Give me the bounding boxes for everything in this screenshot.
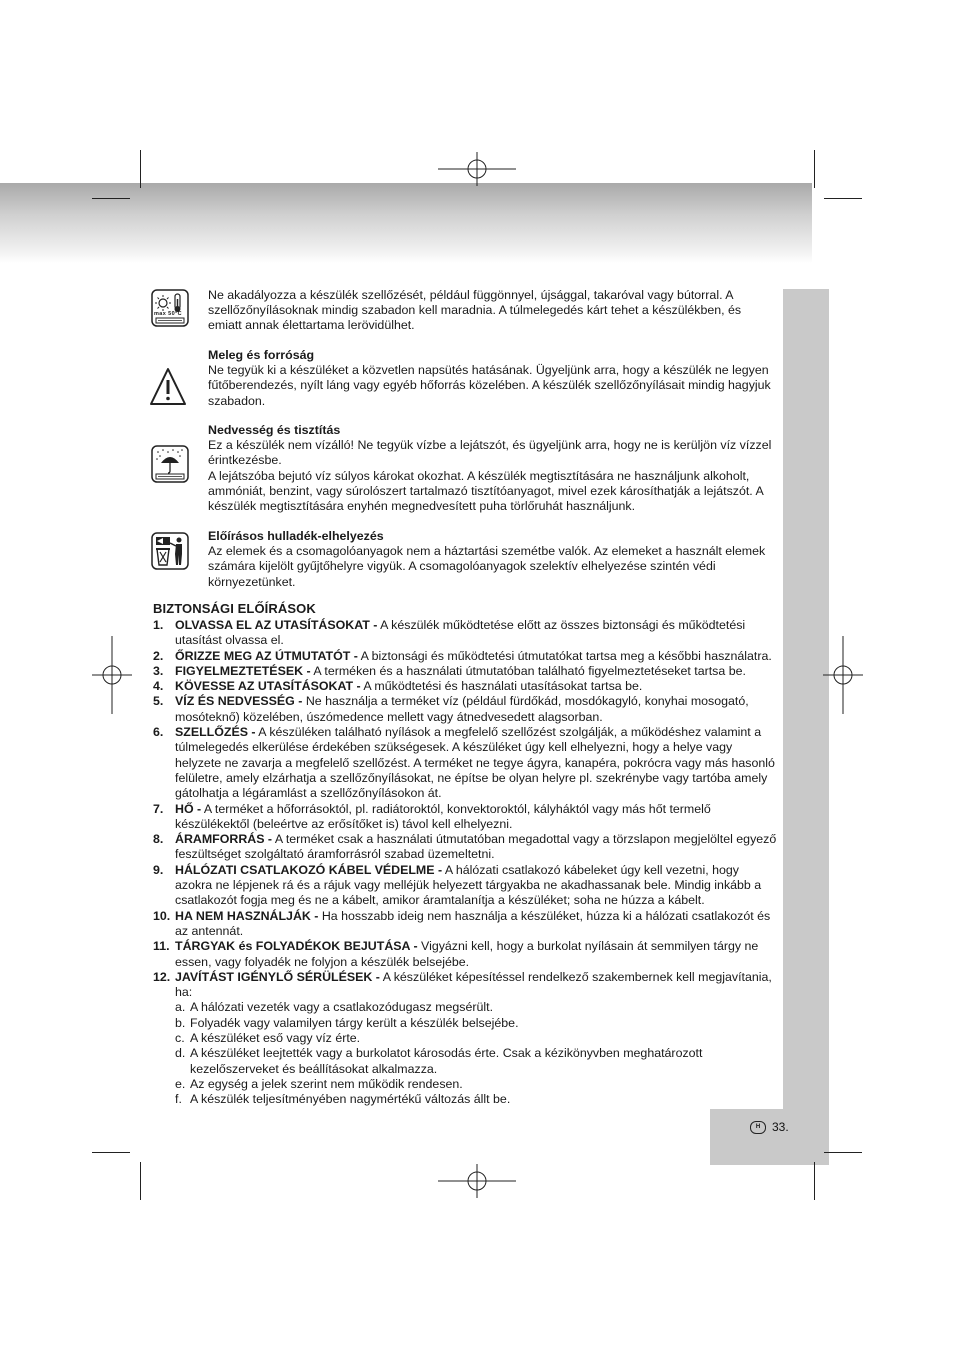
heat-heading: Meleg és forróság (208, 348, 315, 362)
language-badge-icon: H (750, 1121, 766, 1134)
moisture-heading: Nedvesség és tisztítás (208, 423, 341, 437)
crop-mark (92, 198, 130, 199)
list-item: 8. ÁRAMFORRÁS - A terméket csak a használati útmutatóban megadottal vagy a törzslapon megjelöltel egyező feszültséget szolgáltató áramforrásról szabad üzemeltetni. (153, 832, 777, 862)
list-item: 7. HŐ - A terméket a hőforrásoktól, pl. radiátoroktól, konvektoroktól, kályháktól vagy más hőt termelő készülékektől (beleértve az erősítőket is) távol kell elhelyezni. (153, 801, 711, 831)
heat-text-block (208, 348, 776, 409)
registration-mark-icon (438, 1164, 516, 1198)
crop-mark (824, 198, 862, 199)
damage-sub-list (175, 1000, 779, 1107)
registration-mark-icon (823, 636, 863, 714)
moisture-text-block (208, 423, 776, 514)
list-item: 5. VÍZ ÉS NEDVESSÉG - Ne használja a terméket víz (például fürdőkád, mosdókagyló, konyhai mosogató, mosóteknő) közelében, úszómedence mellett vagy átnedvesedett alagsorban. (153, 694, 749, 724)
page-number-text: 33. (772, 1120, 789, 1134)
header-gradient-band (0, 183, 812, 263)
disposal-heading: Előírásos hulladék-elhelyezés (208, 529, 384, 543)
heat-paragraph: Ne tegyük ki a készüléket a közvetlen napsütés hatásának. Ügyeljünk arra, hogy a készülék ne legyen fűtőberendezés, nyílt láng vagy egyéb hőforrás közelében. A készülék szellőzőnyílásait mindig hagyjuk szabadon. (208, 363, 771, 408)
max-temp-label: max 50°C (154, 311, 183, 317)
list-item: 12. JAVÍTÁST IGÉNYLŐ SÉRÜLÉSEK - A készüléket képesítéssel rendelkező szakembernek kell megjavítania, ha: a. A hálózati vezeték vagy a csatlakozódugasz megsérült. b. Folyadék vagy valamilyen tárgy került a készülék belsejébe. c. A készüléket eső vagy víz érte. d. A készüléket leejtették vagy a burkolatot károsodás érte. Csak a kézikönyvben meghatározott kezelőszerveket és beállításokat alkalmazza. e. Az egység a jelek szerint nem működik rendesen. f. A készülék teljesítményében nagymértékű változás állt be. (153, 970, 779, 1108)
disposal-paragraph: Az elemek és a csomagolóanyagok nem a háztartási szemétbe valók. Az elemeket a használt elemek számára kijelölt gyűjtőhelyre vigyük. A csomagolóanyagok szelektív elhelyezése szintén védi környezetünket. (208, 544, 766, 589)
crop-mark (140, 150, 141, 188)
page-number (750, 1120, 789, 1134)
list-item: 1. OLVASSA EL AZ UTASÍTÁSOKAT - A készülék működtetése előtt az összes biztonsági és működtetési utasítást olvassa el. (153, 618, 746, 648)
ventilation-paragraph: Ne akadályozza a készülék szellőzését, például függönnyel, újsággal, takaróval vagy bútorral. A szellőzőnyílásoknak mindig szabadon kell maradnia. A túlmelegedés kárt tehet a készülékben, és emiatt annak élettartama lerövidülhet. (208, 288, 742, 333)
moisture-paragraph-2: A lejátszóba bejutó víz súlyos károkat okozhat. A készülék megtisztítására ne használjunk alkoholt, ammóniát, benzint, vagy súrolószert tartalmazó tisztítóanyagot, mivel ezek károsíthatják a lejátszót. A készülék megtisztítására enyhén megnedvesített puha törlőruhát használjunk. (208, 468, 764, 514)
safety-section-title: BIZTONSÁGI ELŐÍRÁSOK (153, 601, 316, 616)
list-item: 9. HÁLÓZATI CSATLAKOZÓ KÁBEL VÉDELME - A hálózati csatlakozó kábeleket úgy kell vezetni, hogy azokra ne lépjenek rá és a rájuk vagy melléjük helyezett tárgyakba ne akadhassanak bele. Mindig inkább a csatlakozót fogja meg és ne a kábelt, amikor áramtalanítja a készüléket; soha ne húzza a kábelt. (153, 862, 762, 908)
recycling-disposal-icon (151, 532, 189, 570)
sub-list-item: b. Folyadék vagy valamilyen tárgy került a készülék belsejébe. (175, 1015, 519, 1030)
moisture-paragraph-1: Ez a készülék nem vízálló! Ne tegyük vízbe a lejátszót, és ügyeljünk arra, hogy ne is kerüljön víz vízzel érintkezésbe. (208, 438, 772, 468)
crop-mark (824, 1152, 862, 1153)
list-item: 3. FIGYELMEZTETÉSEK - A terméken és a használati útmutatóban található figyelmeztetéseket tartsa be. (153, 663, 746, 678)
crop-mark (92, 1152, 130, 1153)
sub-list-item: f. A készülék teljesítményében nagymértékű változás állt be. (175, 1092, 511, 1107)
list-item: 4. KÖVESSE AZ UTASÍTÁSOKAT - A működtetési és használati utasításokat tartsa be. (153, 679, 643, 694)
ventilation-heat-icon (151, 289, 189, 327)
ventilation-text-block (208, 288, 776, 334)
moisture-umbrella-icon (151, 445, 189, 483)
disposal-text-block (208, 529, 776, 590)
sub-list-item: a. A hálózati vezeték vagy a csatlakozódugasz megsérült. (175, 1000, 494, 1015)
sub-list-item: e. Az egység a jelek szerint nem működik rendesen. (175, 1076, 463, 1091)
registration-mark-icon (92, 636, 132, 714)
crop-mark (814, 1162, 815, 1200)
safety-list (153, 618, 779, 1108)
warning-triangle-icon (148, 366, 188, 408)
sub-list-item: d. A készüléket leejtették vagy a burkolatot károsodás érte. Csak a kézikönyvben meghatározott kezelőszerveket és beállításokat alkalmazza. (175, 1046, 703, 1076)
registration-mark-icon (438, 152, 516, 186)
list-item: 6. SZELLŐZÉS - A készüléken található nyílások a megfelelő szellőzést szolgálják, a működéshez valamint a túlmelegedés elkerülése érdekében szükségesek. A készüléket úgy kell elhelyezni, hogy a helye vagy helyzete ne zavarja a megfelelő szellőzést. A terméket ne tegye ágyra, kanapéra, pokrócra vagy más hasonló felületre, amely elzárhatja a szellőzőnyílásokat, ne építse be olyan helyre pl. szekrénybe vagy tartóba amely gátolhatja a légáramlást a szellőzőnyílásokon át. (153, 725, 775, 801)
crop-mark (140, 1162, 141, 1200)
list-item: 11. TÁRGYAK és FOLYADÉKOK BEJUTÁSA - Vigyázni kell, hogy a burkolat nyílásain át semmilyen tárgy ne essen, vagy folyadék ne folyjon a készülék belsejébe. (153, 939, 759, 969)
list-item: 2. ŐRIZZE MEG AZ ÚTMUTATÓT - A biztonsági és működtetési útmutatókat tartsa meg a későbbi használatra. (153, 648, 772, 663)
crop-mark (814, 150, 815, 188)
page-number-tab (710, 1109, 829, 1165)
sub-list-item: c. A készüléket eső vagy víz érte. (175, 1031, 361, 1046)
list-item: 10. HA NEM HASZNÁLJÁK - Ha hosszabb ideig nem használja a készüléket, húzza ki a hálózati csatlakozót és az antennát. (153, 908, 771, 938)
